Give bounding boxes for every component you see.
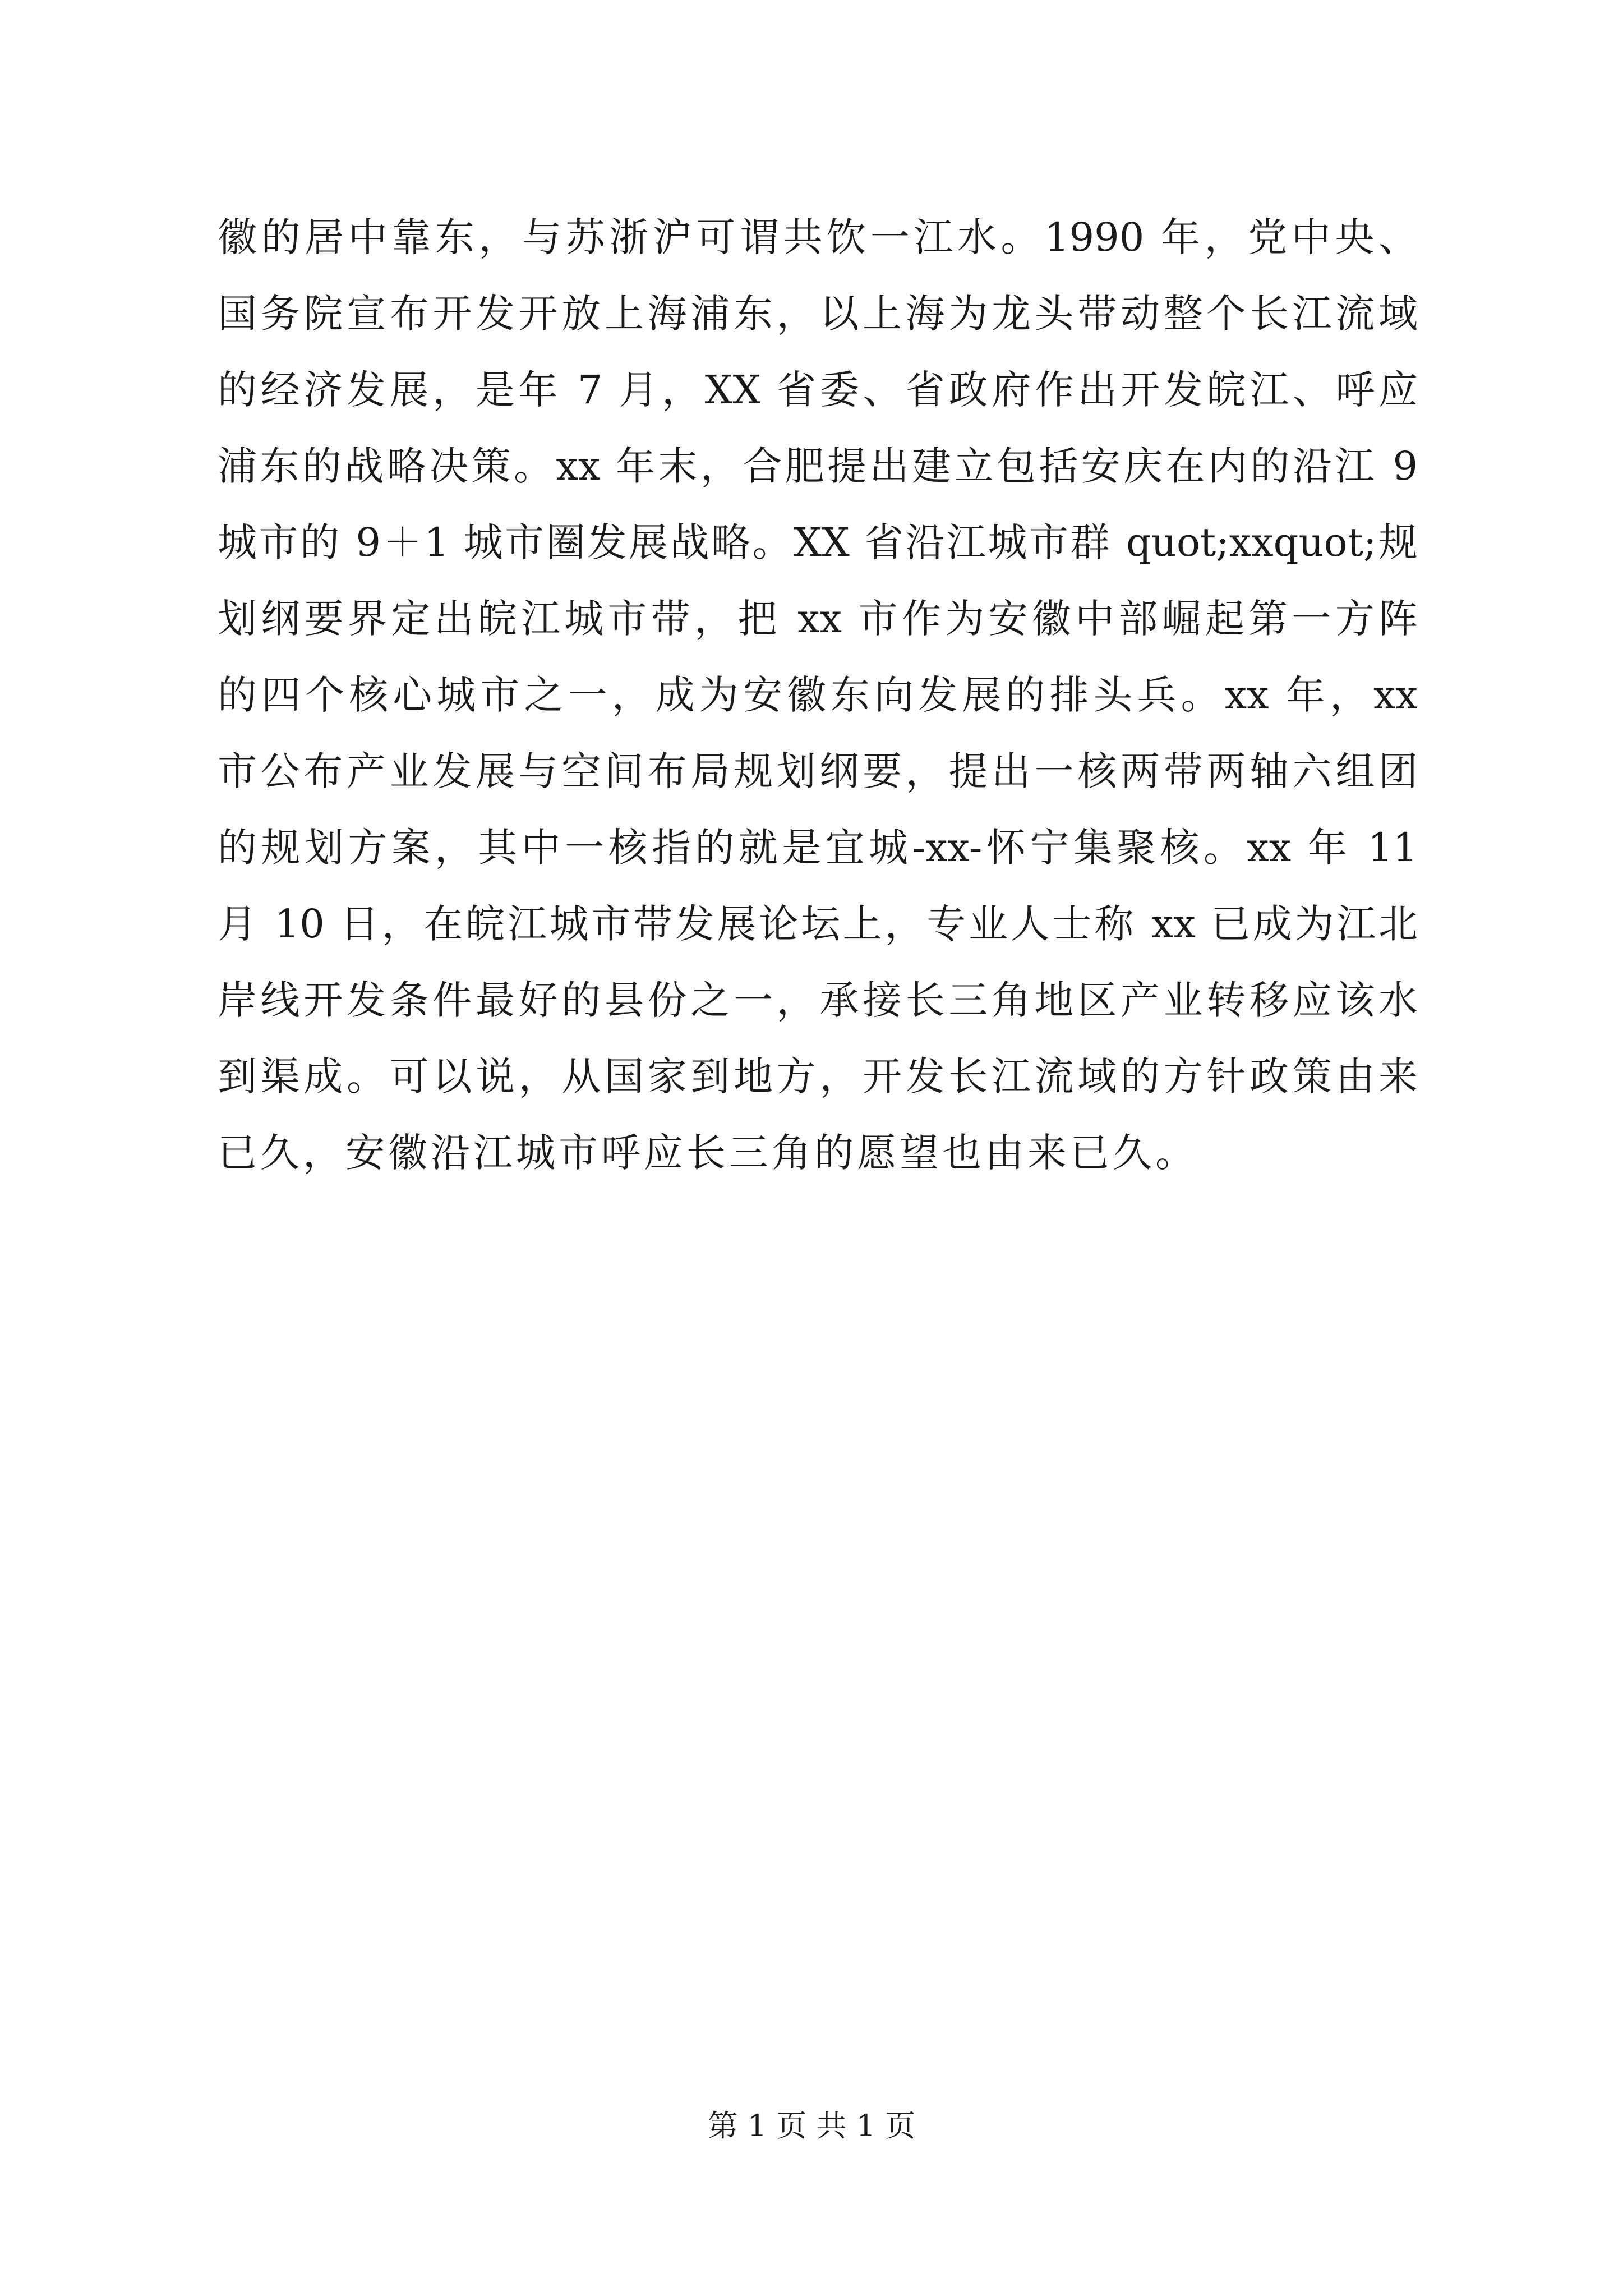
text-line: 的规划方案，其中一核指的就是宜城-xx-怀宁集聚核。xx 年 11 (218, 825, 1418, 871)
text-line: 岸线开发条件最好的县份之一，承接长三角地区产业转移应该水 (218, 977, 1418, 1023)
page-number-footer: 第 1 页 共 1 页 (707, 2108, 916, 2143)
text-line: 徽的居中靠东，与苏浙沪可谓共饮一江水。1990 年，党中央、 (218, 214, 1418, 260)
text-line: 已久，安徽沿江城市呼应长三角的愿望也由来已久。 (218, 1130, 1198, 1176)
text-line: 的四个核心城市之一，成为安徽东向发展的排头兵。xx 年，xx (218, 672, 1418, 718)
text-line: 国务院宣布开发开放上海浦东，以上海为龙头带动整个长江流域 (218, 291, 1418, 337)
text-line: 城市的 9＋1 城市圈发展战略。XX 省沿江城市群 quot;xxquot;规 (218, 519, 1418, 565)
text-line: 到渠成。可以说，从国家到地方，开发长江流域的方针政策由来 (218, 1053, 1418, 1099)
text-line: 划纲要界定出皖江城市带，把 xx 市作为安徽中部崛起第一方阵 (218, 596, 1418, 642)
text-line: 的经济发展，是年 7 月，XX 省委、省政府作出开发皖江、呼应 (218, 367, 1418, 413)
text-line: 浦东的战略决策。xx 年末，合肥提出建立包括安庆在内的沿江 9 (218, 443, 1418, 489)
text-line: 月 10 日，在皖江城市带发展论坛上，专业人士称 xx 已成为江北 (218, 901, 1418, 947)
body-paragraph (218, 199, 1418, 1191)
text-line: 市公布产业发展与空间布局规划纲要，提出一核两带两轴六组团 (218, 748, 1418, 794)
